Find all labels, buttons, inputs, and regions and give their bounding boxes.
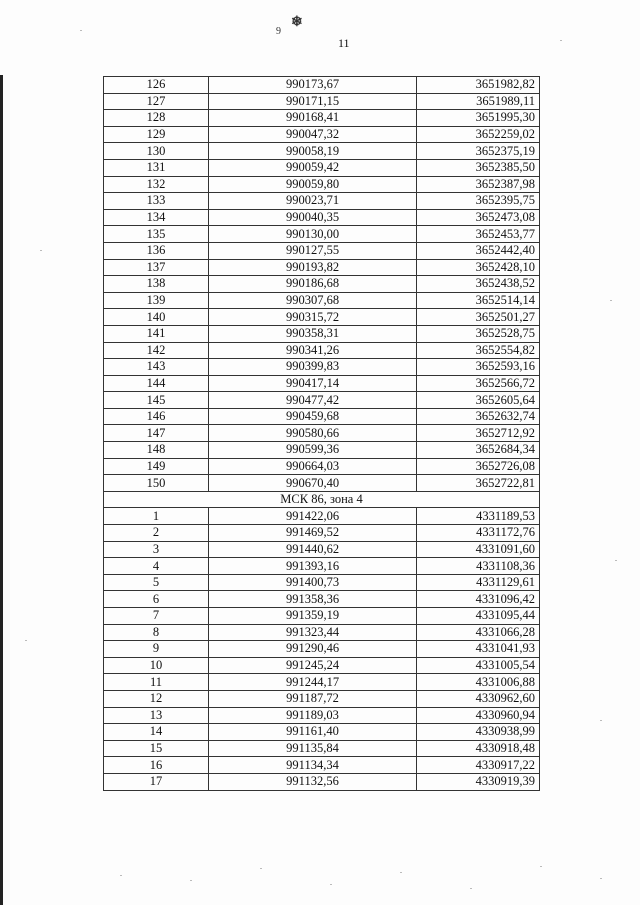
point-number: 11 bbox=[104, 674, 209, 691]
table-row bbox=[104, 773, 540, 790]
y-coordinate: 4330938,99 bbox=[417, 724, 540, 741]
table-row bbox=[104, 541, 540, 558]
table-row bbox=[104, 591, 540, 608]
table-row bbox=[104, 757, 540, 774]
x-coordinate: 991469,52 bbox=[209, 525, 417, 542]
point-number: 147 bbox=[104, 425, 209, 442]
table-row bbox=[104, 624, 540, 641]
x-coordinate: 990040,35 bbox=[209, 209, 417, 226]
scan-speckle bbox=[560, 40, 562, 41]
x-coordinate: 991132,56 bbox=[209, 773, 417, 790]
y-coordinate: 4330919,39 bbox=[417, 773, 540, 790]
scan-speckle bbox=[190, 880, 192, 881]
y-coordinate: 3652528,75 bbox=[417, 325, 540, 342]
x-coordinate: 991359,19 bbox=[209, 608, 417, 625]
point-number: 126 bbox=[104, 77, 209, 94]
y-coordinate: 4331005,54 bbox=[417, 657, 540, 674]
table-row bbox=[104, 408, 540, 425]
x-coordinate: 990399,83 bbox=[209, 359, 417, 376]
point-number: 128 bbox=[104, 110, 209, 127]
x-coordinate: 990058,19 bbox=[209, 143, 417, 160]
x-coordinate: 991440,62 bbox=[209, 541, 417, 558]
x-coordinate: 990168,41 bbox=[209, 110, 417, 127]
y-coordinate: 4331091,60 bbox=[417, 541, 540, 558]
scan-speckle bbox=[610, 300, 612, 301]
y-coordinate: 3652442,40 bbox=[417, 242, 540, 259]
table-row bbox=[104, 242, 540, 259]
scan-speckle bbox=[25, 640, 27, 641]
x-coordinate: 991187,72 bbox=[209, 690, 417, 707]
x-coordinate: 991161,40 bbox=[209, 724, 417, 741]
point-number: 134 bbox=[104, 209, 209, 226]
scan-speckle bbox=[400, 872, 402, 873]
table-row bbox=[104, 392, 540, 409]
table-row bbox=[104, 193, 540, 210]
scan-mark: 9 bbox=[276, 26, 281, 37]
x-coordinate: 990315,72 bbox=[209, 309, 417, 326]
table-row bbox=[104, 690, 540, 707]
x-coordinate: 990670,40 bbox=[209, 475, 417, 492]
y-coordinate: 3652438,52 bbox=[417, 276, 540, 293]
y-coordinate: 4331041,93 bbox=[417, 641, 540, 658]
table-row bbox=[104, 259, 540, 276]
table-row bbox=[104, 159, 540, 176]
point-number: 139 bbox=[104, 292, 209, 309]
x-coordinate: 990599,36 bbox=[209, 442, 417, 459]
point-number: 16 bbox=[104, 757, 209, 774]
table-row bbox=[104, 93, 540, 110]
y-coordinate: 3651995,30 bbox=[417, 110, 540, 127]
point-number: 17 bbox=[104, 773, 209, 790]
point-number: 133 bbox=[104, 193, 209, 210]
table-row bbox=[104, 641, 540, 658]
point-number: 7 bbox=[104, 608, 209, 625]
scan-speckle bbox=[470, 888, 472, 889]
x-coordinate: 990358,31 bbox=[209, 325, 417, 342]
table-row bbox=[104, 359, 540, 376]
x-coordinate: 990417,14 bbox=[209, 375, 417, 392]
y-coordinate: 3652726,08 bbox=[417, 458, 540, 475]
y-coordinate: 4331096,42 bbox=[417, 591, 540, 608]
x-coordinate: 990059,80 bbox=[209, 176, 417, 193]
y-coordinate: 3652259,02 bbox=[417, 126, 540, 143]
y-coordinate: 4331129,61 bbox=[417, 574, 540, 591]
section-row bbox=[104, 491, 540, 508]
point-number: 4 bbox=[104, 558, 209, 575]
y-coordinate: 4330918,48 bbox=[417, 740, 540, 757]
table-row bbox=[104, 674, 540, 691]
point-number: 13 bbox=[104, 707, 209, 724]
point-number: 9 bbox=[104, 641, 209, 658]
y-coordinate: 3651982,82 bbox=[417, 77, 540, 94]
table-row bbox=[104, 342, 540, 359]
x-coordinate: 991134,34 bbox=[209, 757, 417, 774]
table-row bbox=[104, 442, 540, 459]
x-coordinate: 991358,36 bbox=[209, 591, 417, 608]
y-coordinate: 3652712,92 bbox=[417, 425, 540, 442]
page-number: 11 bbox=[338, 36, 350, 50]
x-coordinate: 990023,71 bbox=[209, 193, 417, 210]
x-coordinate: 991245,24 bbox=[209, 657, 417, 674]
table-row bbox=[104, 309, 540, 326]
table-row bbox=[104, 425, 540, 442]
x-coordinate: 990171,15 bbox=[209, 93, 417, 110]
table-row bbox=[104, 375, 540, 392]
y-coordinate: 4330917,22 bbox=[417, 757, 540, 774]
scan-speckle bbox=[600, 878, 602, 879]
y-coordinate: 3652395,75 bbox=[417, 193, 540, 210]
point-number: 15 bbox=[104, 740, 209, 757]
x-coordinate: 990477,42 bbox=[209, 392, 417, 409]
table-row bbox=[104, 608, 540, 625]
point-number: 132 bbox=[104, 176, 209, 193]
table-row bbox=[104, 325, 540, 342]
y-coordinate: 3652453,77 bbox=[417, 226, 540, 243]
x-coordinate: 990341,26 bbox=[209, 342, 417, 359]
x-coordinate: 990664,03 bbox=[209, 458, 417, 475]
x-coordinate: 990173,67 bbox=[209, 77, 417, 94]
scan-mark: ❄ bbox=[291, 15, 303, 30]
x-coordinate: 991422,06 bbox=[209, 508, 417, 525]
x-coordinate: 990130,00 bbox=[209, 226, 417, 243]
point-number: 3 bbox=[104, 541, 209, 558]
table-row bbox=[104, 292, 540, 309]
point-number: 149 bbox=[104, 458, 209, 475]
point-number: 10 bbox=[104, 657, 209, 674]
y-coordinate: 3652722,81 bbox=[417, 475, 540, 492]
x-coordinate: 990047,32 bbox=[209, 126, 417, 143]
coordinates-table bbox=[103, 76, 540, 791]
point-number: 142 bbox=[104, 342, 209, 359]
scan-speckle bbox=[600, 720, 602, 721]
x-coordinate: 991323,44 bbox=[209, 624, 417, 641]
table-row bbox=[104, 176, 540, 193]
y-coordinate: 3652605,64 bbox=[417, 392, 540, 409]
point-number: 129 bbox=[104, 126, 209, 143]
table-row bbox=[104, 458, 540, 475]
table-row bbox=[104, 574, 540, 591]
scan-speckle bbox=[330, 884, 332, 885]
table-row bbox=[104, 707, 540, 724]
y-coordinate: 4331189,53 bbox=[417, 508, 540, 525]
x-coordinate: 991244,17 bbox=[209, 674, 417, 691]
scan-speckle bbox=[615, 560, 617, 561]
scan-edge bbox=[0, 75, 3, 905]
x-coordinate: 990193,82 bbox=[209, 259, 417, 276]
y-coordinate: 3652632,74 bbox=[417, 408, 540, 425]
scan-speckle bbox=[540, 866, 542, 867]
y-coordinate: 3652684,34 bbox=[417, 442, 540, 459]
scan-speckle bbox=[40, 250, 42, 251]
y-coordinate: 4331095,44 bbox=[417, 608, 540, 625]
point-number: 5 bbox=[104, 574, 209, 591]
point-number: 146 bbox=[104, 408, 209, 425]
y-coordinate: 4330960,94 bbox=[417, 707, 540, 724]
table-row bbox=[104, 110, 540, 127]
table-row bbox=[104, 740, 540, 757]
point-number: 144 bbox=[104, 375, 209, 392]
y-coordinate: 3652428,10 bbox=[417, 259, 540, 276]
scan-speckle bbox=[120, 875, 122, 876]
y-coordinate: 4331108,36 bbox=[417, 558, 540, 575]
x-coordinate: 990059,42 bbox=[209, 159, 417, 176]
point-number: 8 bbox=[104, 624, 209, 641]
table-row bbox=[104, 475, 540, 492]
y-coordinate: 3652554,82 bbox=[417, 342, 540, 359]
scan-speckle bbox=[260, 868, 262, 869]
point-number: 14 bbox=[104, 724, 209, 741]
point-number: 150 bbox=[104, 475, 209, 492]
x-coordinate: 991135,84 bbox=[209, 740, 417, 757]
point-number: 2 bbox=[104, 525, 209, 542]
x-coordinate: 990580,66 bbox=[209, 425, 417, 442]
table-row bbox=[104, 724, 540, 741]
point-number: 135 bbox=[104, 226, 209, 243]
point-number: 148 bbox=[104, 442, 209, 459]
point-number: 1 bbox=[104, 508, 209, 525]
y-coordinate: 4331172,76 bbox=[417, 525, 540, 542]
table-row bbox=[104, 657, 540, 674]
point-number: 136 bbox=[104, 242, 209, 259]
table-row bbox=[104, 77, 540, 94]
y-coordinate: 3651989,11 bbox=[417, 93, 540, 110]
point-number: 141 bbox=[104, 325, 209, 342]
table-row bbox=[104, 126, 540, 143]
y-coordinate: 4330962,60 bbox=[417, 690, 540, 707]
point-number: 137 bbox=[104, 259, 209, 276]
section-label: МСК 86, зона 4 bbox=[104, 491, 540, 508]
y-coordinate: 3652514,14 bbox=[417, 292, 540, 309]
table-row bbox=[104, 143, 540, 160]
point-number: 127 bbox=[104, 93, 209, 110]
y-coordinate: 3652566,72 bbox=[417, 375, 540, 392]
table-row bbox=[104, 226, 540, 243]
y-coordinate: 3652501,27 bbox=[417, 309, 540, 326]
coordinates-table-body bbox=[104, 77, 540, 791]
point-number: 143 bbox=[104, 359, 209, 376]
point-number: 140 bbox=[104, 309, 209, 326]
y-coordinate: 4331066,28 bbox=[417, 624, 540, 641]
point-number: 12 bbox=[104, 690, 209, 707]
table-row bbox=[104, 209, 540, 226]
point-number: 145 bbox=[104, 392, 209, 409]
table-row bbox=[104, 558, 540, 575]
y-coordinate: 3652385,50 bbox=[417, 159, 540, 176]
point-number: 6 bbox=[104, 591, 209, 608]
point-number: 131 bbox=[104, 159, 209, 176]
y-coordinate: 3652387,98 bbox=[417, 176, 540, 193]
x-coordinate: 991189,03 bbox=[209, 707, 417, 724]
point-number: 130 bbox=[104, 143, 209, 160]
x-coordinate: 990127,55 bbox=[209, 242, 417, 259]
x-coordinate: 991400,73 bbox=[209, 574, 417, 591]
x-coordinate: 991290,46 bbox=[209, 641, 417, 658]
x-coordinate: 990186,68 bbox=[209, 276, 417, 293]
y-coordinate: 4331006,88 bbox=[417, 674, 540, 691]
scan-speckle bbox=[80, 30, 82, 31]
x-coordinate: 990459,68 bbox=[209, 408, 417, 425]
table-row bbox=[104, 525, 540, 542]
table-row bbox=[104, 276, 540, 293]
table-row bbox=[104, 508, 540, 525]
y-coordinate: 3652473,08 bbox=[417, 209, 540, 226]
y-coordinate: 3652593,16 bbox=[417, 359, 540, 376]
x-coordinate: 991393,16 bbox=[209, 558, 417, 575]
point-number: 138 bbox=[104, 276, 209, 293]
y-coordinate: 3652375,19 bbox=[417, 143, 540, 160]
x-coordinate: 990307,68 bbox=[209, 292, 417, 309]
